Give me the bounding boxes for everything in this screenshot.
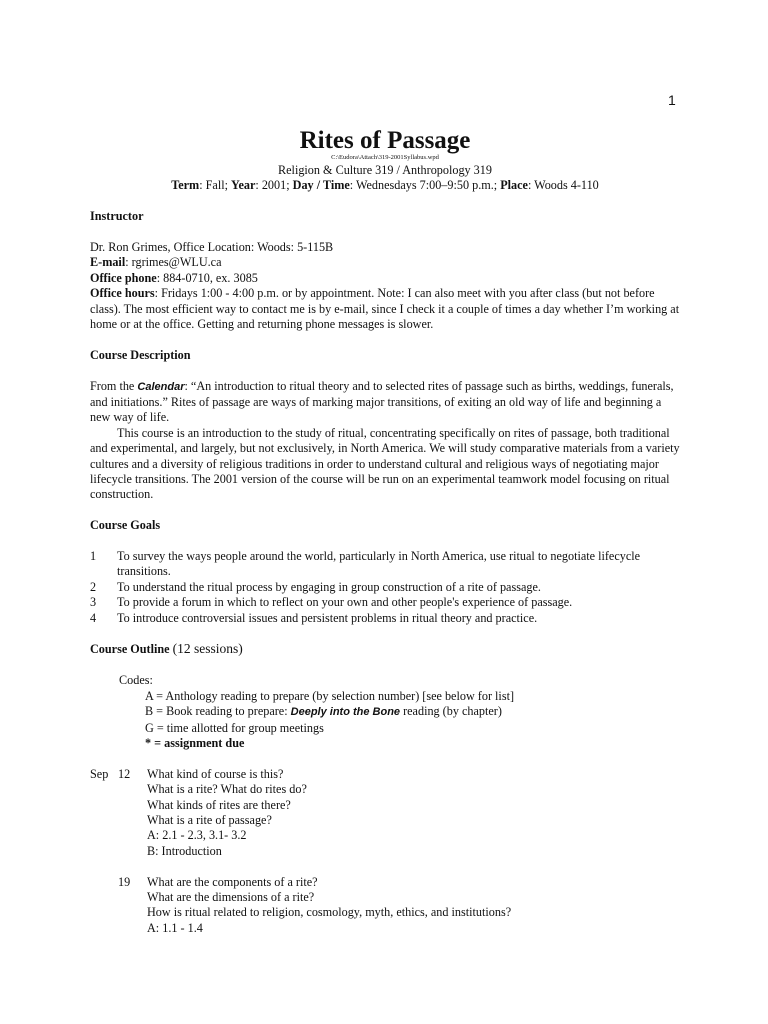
book-title: Deeply into the Bone bbox=[290, 706, 401, 719]
code-star: * = assignment due bbox=[145, 735, 245, 750]
session-month bbox=[90, 875, 118, 937]
session-topics bbox=[147, 767, 680, 859]
syllabus-document bbox=[90, 126, 680, 936]
code-a: A = Anthology reading to prepare (by selection number) [see below for list] bbox=[145, 688, 515, 703]
page-number: 1 bbox=[668, 92, 676, 108]
session-line: What kinds of rites are there? bbox=[147, 797, 291, 812]
session-sep-12 bbox=[90, 767, 680, 859]
term-label: Term bbox=[171, 178, 200, 193]
hours-value: : Fridays 1:00 - 4:00 p.m. or by appointment. Note: I can also meet with you after class (but not before class). The most efficient way to contact me is by e-mail, since I check it a couple of times a day whether I’m working at home or at the office. Getting and returning phone messages is slower. bbox=[90, 286, 680, 332]
session-line: What kind of course is this? bbox=[147, 766, 284, 781]
code-g: G = time allotted for group meetings bbox=[145, 720, 324, 735]
course-goals-heading: Course Goals bbox=[90, 518, 161, 533]
goal-number: 2 bbox=[90, 579, 97, 594]
session-line: What are the components of a rite? bbox=[147, 874, 318, 889]
goal-number: 3 bbox=[90, 595, 97, 610]
instructor-heading: Instructor bbox=[90, 209, 144, 224]
session-topics bbox=[147, 875, 680, 937]
session-month: Sep bbox=[90, 766, 109, 781]
code-b bbox=[119, 704, 680, 720]
document-title: Rites of Passage bbox=[299, 127, 471, 154]
daytime-value: : Wednesdays 7:00–9:50 p.m.; bbox=[349, 178, 501, 193]
session-line: A: 2.1 - 2.3, 3.1- 3.2 bbox=[147, 828, 247, 843]
place-label: Place bbox=[500, 178, 528, 193]
year-value: : 2001; bbox=[255, 178, 293, 193]
session-sep-19 bbox=[90, 875, 680, 937]
goal-item bbox=[90, 611, 680, 626]
goal-text: To understand the ritual process by engaging in group construction of a rite of passage. bbox=[117, 579, 541, 594]
term-value: : Fall; bbox=[199, 178, 232, 193]
goal-item bbox=[90, 580, 680, 595]
goals-list bbox=[90, 549, 680, 626]
session-line: What are the dimensions of a rite? bbox=[147, 889, 315, 904]
hours-label: Office hours bbox=[90, 286, 155, 301]
session-line: What is a rite of passage? bbox=[147, 812, 272, 827]
phone-label: Office phone bbox=[90, 270, 157, 285]
course-outline-heading-line bbox=[90, 641, 680, 657]
goal-text: To introduce controversial issues and persistent problems in ritual theory and practice. bbox=[117, 610, 538, 625]
course-subtitle: Religion & Culture 319 / Anthropology 319 bbox=[278, 163, 492, 177]
goal-item bbox=[90, 595, 680, 610]
course-description-heading: Course Description bbox=[90, 347, 191, 362]
year-label: Year bbox=[231, 178, 256, 193]
session-line: How is ritual related to religion, cosmology, myth, ethics, and institutions? bbox=[147, 905, 512, 920]
code-b-suffix: reading (by chapter) bbox=[400, 704, 502, 719]
phone-value: : 884-0710, ex. 3085 bbox=[156, 270, 258, 285]
description-prefix: From the bbox=[90, 378, 138, 393]
goal-number: 4 bbox=[90, 610, 97, 625]
course-outline-heading: Course Outline bbox=[90, 642, 170, 657]
description-paragraph-1 bbox=[90, 379, 680, 426]
daytime-label: Day / Time bbox=[292, 178, 350, 193]
session-line: B: Introduction bbox=[147, 843, 222, 858]
session-day: 19 bbox=[118, 874, 131, 889]
email-label: E-mail bbox=[90, 255, 126, 270]
description-paragraph-2: This course is an introduction to the study of ritual, concentrating specifically on rites of passage, both traditional and experimental, and largely, but not exclusively, in North America. We will study comparative materials from a variety cultures and a diversity of religious traditions in order to understand cultural and religious ways of negotiating major lifecycle transitions. The 2001 version of the course will be run on an experimental teamwork model focusing on ritual construction. bbox=[90, 425, 680, 502]
goal-text: To provide a forum in which to reflect on your own and other people's experience of passage. bbox=[117, 595, 573, 610]
goal-text: To survey the ways people around the world, particularly in North America, use ritual to negotiate lifecycle transitions. bbox=[117, 549, 641, 579]
codes-legend bbox=[90, 673, 680, 751]
email-value: : rgrimes@WLU.ca bbox=[125, 255, 222, 270]
session-line: A: 1.1 - 1.4 bbox=[147, 920, 203, 935]
goal-number: 1 bbox=[90, 549, 97, 564]
codes-label: Codes: bbox=[119, 673, 153, 688]
instructor-hours-line bbox=[90, 286, 680, 332]
description-quote: : “An introduction to ritual theory and to selected rites of passage such as births, weddings, funerals, and initiations.” Rites of passage are ways of marking major transitions, of exiting an old way of life and beginning a new way of life. bbox=[90, 378, 674, 425]
place-value: : Woods 4-110 bbox=[527, 178, 599, 193]
code-b-prefix: B = Book reading to prepare: bbox=[145, 704, 291, 719]
term-line bbox=[90, 178, 680, 193]
sessions-note: (12 sessions) bbox=[172, 641, 243, 657]
instructor-phone-line bbox=[90, 271, 680, 286]
instructor-name-office: Dr. Ron Grimes, Office Location: Woods: 5-115B bbox=[90, 240, 334, 254]
session-line: What is a rite? What do rites do? bbox=[147, 782, 307, 797]
instructor-email-line bbox=[90, 255, 680, 270]
goal-item bbox=[90, 549, 680, 580]
calendar-title: Calendar bbox=[137, 380, 185, 393]
session-day: 12 bbox=[118, 766, 131, 781]
file-path: C:\Eudora\Attach\319-2001Syllabus.wpd bbox=[331, 154, 439, 161]
